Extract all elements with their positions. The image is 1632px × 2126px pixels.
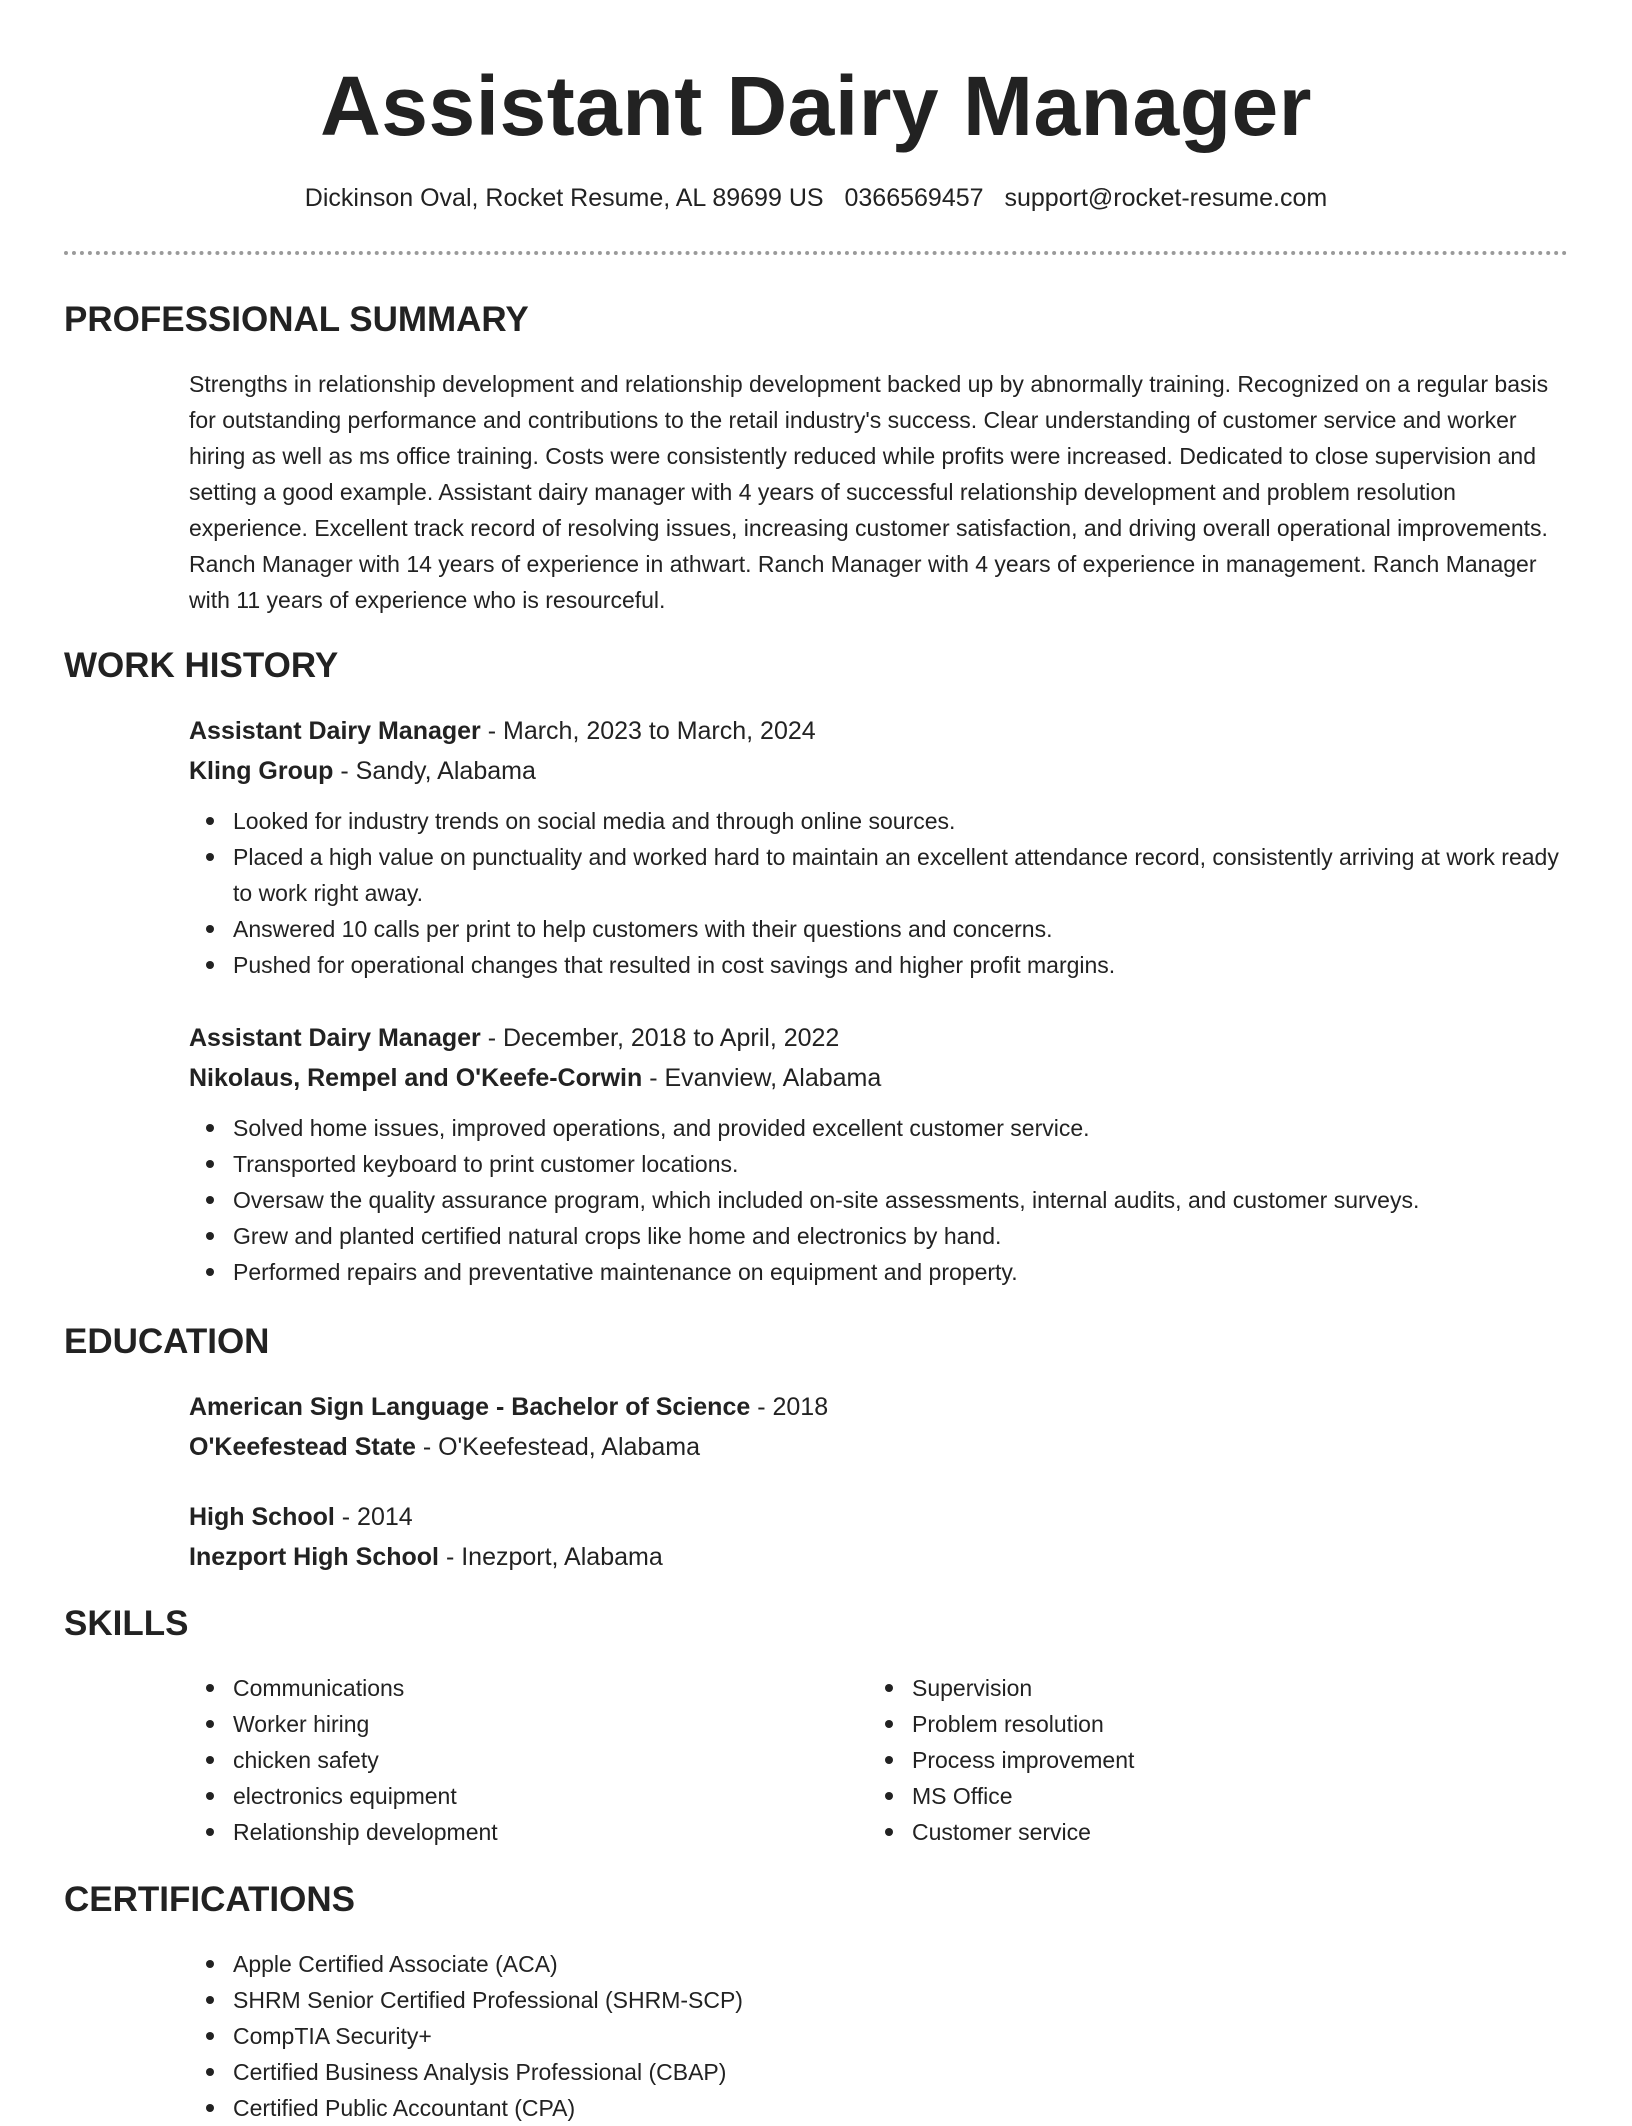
certifications-block	[189, 1946, 1569, 2126]
job-bullet: Performed repairs and preventative maintenance on equipment and property.	[233, 1254, 1569, 1290]
job-bullet: Oversaw the quality assurance program, which included on-site assessments, internal audits, and customer surveys.	[233, 1182, 1569, 1218]
degree-name: High School	[189, 1503, 335, 1531]
skill-item: Communications	[233, 1670, 789, 1706]
job-dates: - March, 2023 to March, 2024	[480, 717, 816, 745]
school-name: Inezport High School	[189, 1543, 439, 1571]
header-divider	[64, 251, 1568, 255]
job-company-line	[189, 1058, 1569, 1098]
school-location: - Inezport, Alabama	[439, 1543, 663, 1571]
job-bullet: Transported keyboard to print customer locations.	[233, 1146, 1569, 1182]
school-location: - O'Keefestead, Alabama	[415, 1433, 700, 1461]
job-bullets	[189, 1110, 1569, 1290]
job-bullet: Grew and planted certified natural crops like home and electronics by hand.	[233, 1218, 1569, 1254]
skills-heading: SKILLS	[64, 1604, 189, 1643]
skills-column-left	[189, 1670, 789, 1850]
job-bullet: Solved home issues, improved operations, and provided excellent customer service.	[233, 1110, 1569, 1146]
certification-item: Certified Business Analysis Professional (CBAP)	[233, 2054, 1569, 2090]
school-line	[189, 1537, 1569, 1577]
job-bullet: Pushed for operational changes that resulted in cost savings and higher profit margins.	[233, 947, 1569, 983]
job-location: - Evanview, Alabama	[642, 1064, 882, 1092]
skills-column-right	[868, 1670, 1468, 1850]
contact-email[interactable]: support@rocket-resume.com	[1004, 184, 1328, 212]
certification-item: Certified Public Accountant (CPA)	[233, 2090, 1569, 2126]
education-entry	[189, 1497, 1569, 1577]
job-bullets	[189, 803, 1569, 983]
skill-item: Worker hiring	[233, 1706, 789, 1742]
school-line	[189, 1427, 1569, 1467]
job-dates: - December, 2018 to April, 2022	[480, 1024, 840, 1052]
degree-line	[189, 1387, 1569, 1427]
skill-item: chicken safety	[233, 1742, 789, 1778]
job-role: Assistant Dairy Manager	[189, 1024, 481, 1052]
certification-item: Apple Certified Associate (ACA)	[233, 1946, 1569, 1982]
contact-line	[0, 182, 1632, 214]
certification-item: SHRM Senior Certified Professional (SHRM-SCP)	[233, 1982, 1569, 2018]
skills-list	[868, 1670, 1468, 1850]
skill-item: Process improvement	[912, 1742, 1468, 1778]
degree-year: - 2018	[750, 1393, 829, 1421]
job-location: - Sandy, Alabama	[333, 757, 536, 785]
summary-text: Strengths in relationship development and relationship development backed up by abnormally training. Recognized on a regular basis for outstanding performance and contributions to the retail industry's success. Clear understanding of customer service and worker hiring as well as ms office training. Costs were consistently reduced while profits were increased. Dedicated to close supervision and setting a good example. Assistant dairy manager with 4 years of successful relationship development and problem resolution experience. Excellent track record of resolving issues, increasing customer satisfaction, and driving overall operational improvements. Ranch Manager with 14 years of experience in athwart. Ranch Manager with 4 years of experience in management. Ranch Manager with 11 years of experience who is resourceful.	[189, 371, 1549, 613]
certification-item: CompTIA Security+	[233, 2018, 1569, 2054]
job-entry	[189, 1018, 1569, 1290]
job-title-line	[189, 711, 1569, 751]
degree-year: - 2014	[334, 1503, 413, 1531]
school-name: O'Keefestead State	[189, 1433, 416, 1461]
skill-item: Relationship development	[233, 1814, 789, 1850]
summary-block	[189, 366, 1569, 618]
education-heading: EDUCATION	[64, 1322, 270, 1361]
job-bullet: Answered 10 calls per print to help customers with their questions and concerns.	[233, 911, 1569, 947]
job-company: Nikolaus, Rempel and O'Keefe-Corwin	[189, 1064, 643, 1092]
skill-item: Problem resolution	[912, 1706, 1468, 1742]
job-bullet: Placed a high value on punctuality and worked hard to maintain an excellent attendance record, consistently arriving at work ready to work right away.	[233, 839, 1569, 911]
contact-phone: 0366569457	[844, 184, 984, 212]
job-bullet: Looked for industry trends on social media and through online sources.	[233, 803, 1569, 839]
certifications-heading: CERTIFICATIONS	[64, 1880, 356, 1919]
skill-item: Customer service	[912, 1814, 1468, 1850]
skill-item: MS Office	[912, 1778, 1468, 1814]
skills-list	[189, 1670, 789, 1850]
degree-line	[189, 1497, 1569, 1537]
skill-item: Supervision	[912, 1670, 1468, 1706]
job-company-line	[189, 751, 1569, 791]
job-entry	[189, 711, 1569, 983]
education-entry	[189, 1387, 1569, 1467]
job-title-line	[189, 1018, 1569, 1058]
job-company: Kling Group	[189, 757, 334, 785]
degree-name: American Sign Language - Bachelor of Science	[189, 1393, 751, 1421]
resume-name: Assistant Dairy Manager	[320, 59, 1312, 153]
contact-address: Dickinson Oval, Rocket Resume, AL 89699 US	[304, 184, 824, 212]
skill-item: electronics equipment	[233, 1778, 789, 1814]
summary-heading: PROFESSIONAL SUMMARY	[64, 300, 529, 339]
certifications-list	[189, 1946, 1569, 2126]
work-history-heading: WORK HISTORY	[64, 646, 339, 685]
job-role: Assistant Dairy Manager	[189, 717, 481, 745]
